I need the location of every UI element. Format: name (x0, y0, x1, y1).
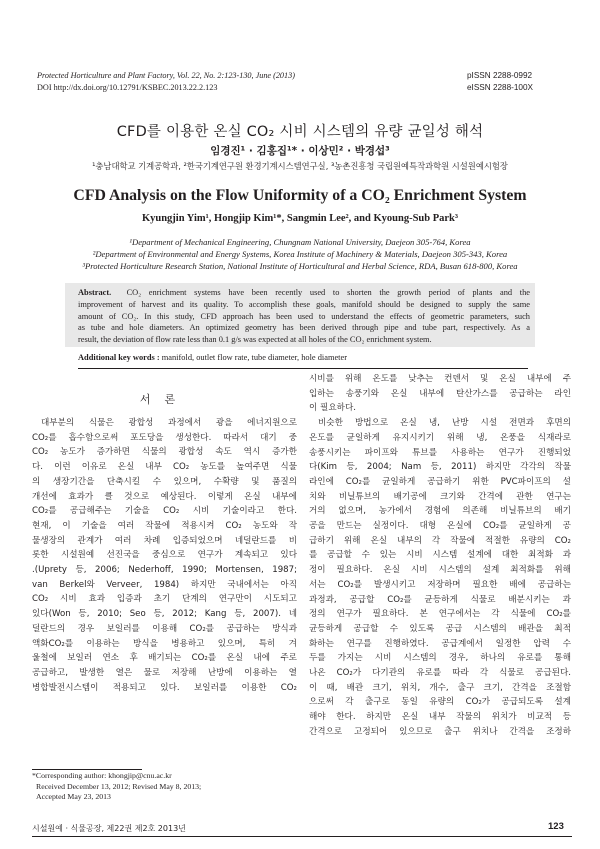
english-affiliation-1: ¹Department of Mechanical Engineering, Chungnam National University, Daejeon 305-764, Korea (129, 237, 471, 247)
body-text-line: 과정과, 공급할 CO₂를 균등하게 식물로 배분시키는 과 (309, 594, 571, 605)
korean-title: CFD를 이용한 온실 CO₂ 시비 시스템의 유량 균일성 해석 (116, 124, 484, 140)
body-text-line: van Berkel와 Verveer, 1984) 하지만 국내에서는 아직 (32, 579, 297, 590)
body-text-line: 두를 가지는 시비 시스템의 경우, 하나의 유로를 통해 (309, 653, 571, 664)
journal-line: Protected Horticulture and Plant Factory, Vol. 22, No. 2:123-130, June (2013) (37, 71, 295, 80)
body-text-line: 해야 한다. 하지만 온실 내부 작물의 위치가 비교적 등 (309, 712, 571, 723)
eissn: eISSN 2288-100X (467, 82, 533, 92)
body-text-line: 현재, 이 기술을 여러 작물에 적용시켜 CO₂ 농도와 작 (32, 520, 297, 531)
body-text-line: 롯한 시설원예 선진국을 중심으로 연구가 계속되고 있다 (32, 550, 297, 561)
body-text-line: 급하기 위해 온실 내부의 각 작물에 적절한 유량의 CO₂ (309, 535, 571, 546)
body-text-line: 라인에 CO₂를 균일하게 공급하기 위한 PVC파이프의 설 (309, 476, 571, 487)
body-text-line: 이 때, 배관 크기, 위치, 개수, 출구 크기, 간격을 조절함 (309, 682, 571, 693)
abstract-line: CO₂ enrichment systems have been recently used to shorten the growth period of plants and the (126, 288, 530, 297)
body-text-line: 시비를 위해 온도를 낮추는 컨덴서 및 온실 내부에 주 (309, 374, 571, 384)
doi-line: DOI http://dx.doi.org/10.12791/KSBEC.2013.22.2.123 (37, 82, 218, 92)
english-title: CFD Analysis on the Flow Uniformity of a CO₂ Enrichment System (73, 187, 527, 204)
body-text-line: .(Uprety 등, 2006; Nederhoff, 1990; Mortensen, 1987; (32, 565, 297, 576)
footnote-divider (32, 769, 142, 770)
body-text-line: 대부분의 식물은 광합성 과정에서 광을 에너지원으로 (41, 418, 297, 428)
body-text-line: 입하는 송풍기와 온실 내부에 탄산가스를 공급하는 라인 (309, 388, 571, 399)
body-text-line: 물생장의 관계가 여러 차례 입증되었으며 네덜란드를 비 (32, 535, 297, 546)
body-text-line: 의 생장기간을 단축시킬 수 있으며, 수확량 및 품질의 (32, 476, 297, 487)
body-text-line: 이 필요하다. (309, 403, 356, 414)
journal-citation (37, 70, 295, 93)
body-text-line: 온도를 균일하게 유지시키기 위해 냉, 온풍을 식재라로 (309, 432, 571, 443)
abstract (78, 287, 530, 346)
english-authors: Kyungjin Yim¹, Hongjip Kim¹*, Sangmin Lee², and Kyoung-Sub Park³ (141, 213, 459, 224)
body-text-line: 치와 비닐튜브의 배기공에 크기와 간격에 관한 연구는 (309, 491, 571, 502)
body-text-line: 덜란드의 경우 보일러를 이용해 CO₂를 공급하는 방식과 (32, 623, 297, 634)
corresponding-author: *Corresponding author: khongjip@cnu.ac.kr (32, 771, 172, 780)
page-number: 123 (548, 821, 564, 832)
footnote (32, 771, 201, 803)
body-text-line: 액화CO₂를 이용하는 방식을 병용하고 있으며, 특히 겨 (32, 638, 297, 649)
english-affiliation-3: ³Protected Horticulture Research Station, National Institute of Horticultural and Herbal Science, RDA, Busan 618-800, Korea (82, 261, 518, 271)
abstract-label: Abstract. (78, 288, 112, 297)
body-text-line: 으로써 각 출구로 동일 유량의 CO₂가 공급되도록 설계 (309, 697, 571, 708)
keywords-divider (78, 368, 528, 369)
abstract-line: improvement of harvest and its quality. To accomplish these goals, manifold should be designed to supply the same (78, 299, 530, 309)
received-dates: Received December 13, 2012; Revised May 8, 2013; (36, 781, 202, 791)
body-text-line: 개선에 효과가 클 것으로 예상된다. 이렇게 온실 내부에 (32, 491, 297, 502)
body-text-line: 병합발전시스템이 적용되고 있다. 보일러를 이용한 CO₂ (32, 682, 297, 693)
english-affiliation-2: ²Department of Environmental and Energy Systems, Korea Institute of Machinery & Materials, Daejeon 305-343, Korea (92, 249, 508, 259)
body-text-line: CO₂를 공급해주는 기술을 CO₂ 시비 기술이라고 한다. (32, 506, 297, 517)
accepted-date: Accepted May 23, 2013 (36, 792, 111, 801)
body-text-line: 공을 만드는 실정이다. 대형 온실에 CO₂를 균일하게 공 (309, 521, 571, 532)
body-text-line: 균등하게 공급할 수 있도록 공급 시스템의 배관을 최적 (309, 623, 571, 634)
body-text-line: 울철에 보일러 연소 후 배기되는 CO₂를 온실 내에 주로 (32, 653, 297, 664)
body-text-line: CO₂ 시비 효과 입증과 초기 단계의 연구만이 시도되고 (32, 594, 297, 605)
section-heading: 서론 (139, 393, 190, 406)
korean-authors: 임경진¹ · 김홍집¹* · 이상민² · 박경섭³ (210, 145, 390, 157)
body-text-line: 다(Kim 등, 2004; Nam 등, 2011) 하지만 각각의 작물 (309, 462, 571, 473)
issn-block (467, 70, 533, 93)
body-text-line: 를 공급할 수 있는 시비 시스템 설계에 대한 최적화 과 (309, 550, 571, 561)
abstract-line: as tube and hole diameters. An optimized geometry has been derived through pipe and tube part, respectively. As a (78, 323, 530, 333)
body-text-line: 정의 연구가 필요하다. 본 연구에서는 각 식물에 CO₂를 (309, 609, 571, 620)
footer-journal: 시설원예 · 식물공장, 제22권 제2호 2013년 (32, 824, 186, 833)
body-text-line: 화하는 연구를 진행하였다. 공급계에서 일정한 압력 수 (309, 638, 571, 649)
body-text-line: 다. 이런 이유로 온실 내부 CO₂ 농도를 높여주면 식물 (32, 462, 297, 473)
body-text-line: 송풍시키는 파이프와 튜브를 사용하는 연구가 진행되었 (309, 447, 571, 458)
pissn: pISSN 2288-0992 (467, 71, 533, 80)
abstract-line: amount of CO₂. In this study, CFD approach has been used to understand the effects of geometric parameters, such (78, 311, 530, 321)
keywords-label: Additional key words : (78, 353, 160, 362)
korean-affiliations: ¹충남대학교 기계공학과, ²한국기계연구원 환경기계시스템연구실, ³농촌진흥청 국립원예특작과학원 시설원예시험장 (92, 161, 508, 171)
body-text-line: 거의 없으며, 농가에서 경험에 의존해 비닐튜브의 배기 (309, 506, 571, 517)
body-text-line: 정이 필요하다. 온실 시비 시스템의 설계 최적화를 위해 (309, 565, 571, 576)
body-text-line: 나온 CO₂가 다기관의 유로를 따라 각 식물로 공급된다. (309, 668, 571, 679)
abstract-line: result, the deviation of flow rate less than 0.1 g/s was expected at all holes of the CO₂ enrichment system. (78, 335, 432, 345)
keywords (78, 353, 347, 362)
left-column (32, 416, 297, 695)
right-column (309, 372, 571, 740)
body-text-line: 서는 CO₂를 발생시키고 저장하며 필요한 배에 공급하는 (309, 579, 571, 590)
body-text-line: 있다(Won 등, 2010; Seo 등, 2012; Kang 등, 2007). 네 (32, 609, 297, 620)
body-text-line: CO₂를 흡수함으로써 포도당을 생성한다. 따라서 대기 중 (32, 432, 297, 443)
keywords-text: manifold, outlet flow rate, tube diameter, hole diameter (161, 353, 348, 362)
body-text-line: 비슷한 방법으로 온실 냉, 난방 시설 전면과 후면의 (318, 418, 571, 429)
body-text-line: 간격으로 고정되어 있으므로 출구 위치나 간격을 조정하 (309, 726, 571, 737)
footer-divider (32, 836, 572, 837)
body-text-line: CO₂ 농도가 증가하면 식물의 광합성 속도 역시 증가한 (32, 447, 297, 458)
body-text-line: 공급하고, 발생한 열은 물로 저장해 난방에 이용하는 열 (32, 667, 297, 678)
